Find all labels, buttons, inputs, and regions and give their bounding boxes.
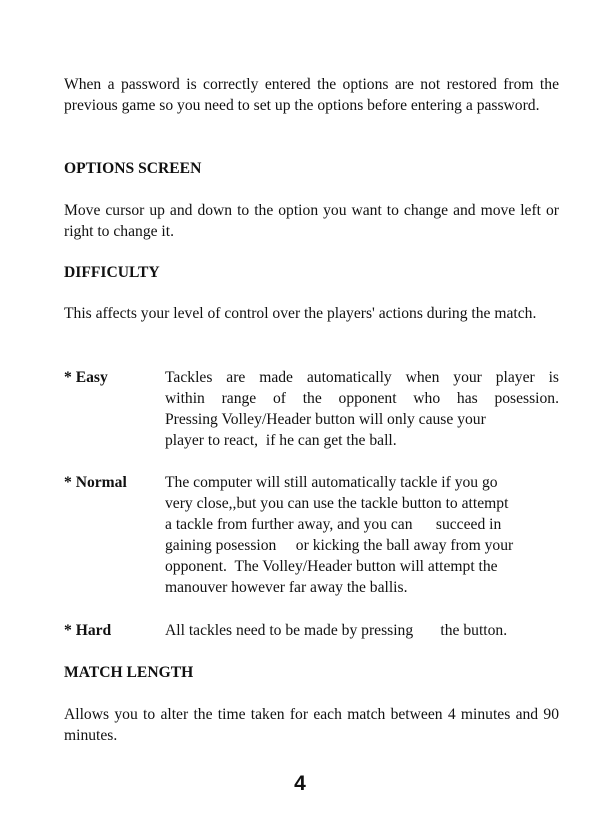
desc-line: The computer will still automatically tackle if you go: [165, 474, 498, 491]
desc-line: within range of the opponent who has posession.: [165, 390, 559, 407]
difficulty-term-hard: * Hard: [64, 622, 112, 639]
options-screen-heading: OPTIONS SCREEN: [64, 160, 202, 177]
page-number: 4: [294, 772, 306, 795]
difficulty-paragraph: This affects your level of control over the players' actions during the match.: [64, 305, 537, 322]
desc-line: player to react, if he can get the ball.: [165, 432, 397, 449]
difficulty-term-easy: * Easy: [64, 369, 108, 386]
desc-line: gaining posession or kicking the ball away from your: [165, 537, 514, 554]
desc-line: All tackles need to be made by pressing the button.: [165, 622, 508, 639]
desc-line: manouver however far away the ballis.: [165, 579, 408, 596]
match-length-heading: MATCH LENGTH: [64, 664, 194, 681]
difficulty-heading: DIFFICULTY: [64, 264, 160, 281]
desc-line: opponent. The Volley/Header button will attempt the: [165, 558, 498, 575]
desc-line: a tackle from further away, and you can succeed in: [165, 516, 502, 533]
desc-line: Tackles are made automatically when your player is: [165, 369, 559, 386]
difficulty-desc-hard: [165, 620, 559, 641]
desc-line: very close,,but you can use the tackle button to attempt: [165, 495, 509, 512]
intro-paragraph: When a password is correctly entered the options are not restored from the previous game so you need to set up the options before entering a password.: [64, 76, 559, 114]
options-screen-paragraph: Move cursor up and down to the option you want to change and move left or right to change it.: [64, 202, 559, 240]
difficulty-term-normal: * Normal: [64, 474, 127, 491]
difficulty-desc-easy: [165, 367, 559, 451]
match-length-paragraph: Allows you to alter the time taken for each match between 4 minutes and 90 minutes.: [64, 706, 559, 744]
desc-line: Pressing Volley/Header button will only cause your: [165, 411, 486, 428]
difficulty-desc-normal: [165, 472, 559, 598]
